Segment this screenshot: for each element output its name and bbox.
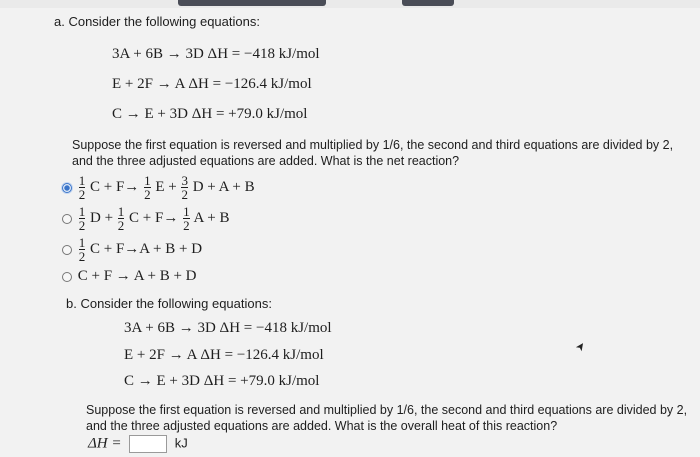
fraction: $\frac{1}{2}$	[78, 173, 86, 202]
option-3[interactable]	[62, 236, 202, 263]
part-b-equation-1: 3A + 6B → 3D ΔH = −418 kJ/mol	[124, 320, 332, 336]
part-a-equation-2: E + 2F → A ΔH = −126.4 kJ/mol	[112, 76, 312, 92]
option-2-part: D +	[90, 209, 114, 226]
option-1-radio[interactable]	[62, 183, 72, 193]
answer-input[interactable]	[129, 435, 167, 453]
option-4-text: C + F → A + B + D	[77, 268, 197, 284]
references-tab[interactable]	[402, 0, 454, 6]
fraction: $\frac{1}{2}$	[78, 235, 86, 264]
part-a-equation-1: 3A + 6B → 3D ΔH = −418 kJ/mol	[112, 46, 320, 62]
part-a-equation-3: C → E + 3D ΔH = +79.0 kJ/mol	[112, 106, 308, 122]
option-1-part: C + F→	[90, 178, 140, 195]
fraction: $\frac{1}{2}$	[144, 173, 151, 202]
part-a-label: a. Consider the following equations:	[54, 14, 260, 29]
option-1-part: D + A + B	[192, 178, 255, 195]
review-topics-tab[interactable]	[178, 0, 326, 6]
part-b-equation-2: E + 2F → A ΔH = −126.4 kJ/mol	[124, 347, 324, 363]
fraction: $\frac{1}{2}$	[78, 204, 86, 233]
option-2-radio[interactable]	[62, 214, 72, 224]
option-3-part: C + F→A + B + D	[90, 240, 203, 257]
mouse-cursor-icon: ➤	[573, 339, 589, 355]
fraction: $\frac{1}{2}$	[117, 204, 125, 233]
option-2-part: C + F→	[129, 209, 179, 226]
option-4[interactable]	[62, 268, 197, 285]
answer-row	[88, 435, 188, 453]
option-1[interactable]	[62, 174, 255, 201]
answer-unit: kJ	[174, 435, 188, 451]
option-3-radio[interactable]	[62, 245, 72, 255]
option-1-part: E +	[155, 178, 177, 195]
fraction: $\frac{3}{2}$	[181, 173, 188, 202]
option-4-radio[interactable]	[62, 272, 72, 282]
option-2[interactable]	[62, 205, 230, 232]
part-b-label: b. Consider the following equations:	[66, 296, 272, 311]
option-2-part: A + B	[193, 209, 230, 226]
part-b-equation-3: C → E + 3D ΔH = +79.0 kJ/mol	[124, 373, 320, 389]
part-b-question: Suppose the first equation is reversed and multiplied by 1/6, the second and third equations are divided by 2, and the three adjusted equations are added. What is the overall heat of this reaction?	[86, 403, 688, 433]
answer-prefix: ΔH =	[88, 435, 122, 452]
top-bar	[0, 0, 700, 8]
fraction: $\frac{1}{2}$	[183, 204, 190, 233]
part-a-question: Suppose the first equation is reversed and multiplied by 1/6, the second and third equations are divided by 2, and the three adjusted equations are added. What is the net reaction?	[72, 138, 674, 168]
